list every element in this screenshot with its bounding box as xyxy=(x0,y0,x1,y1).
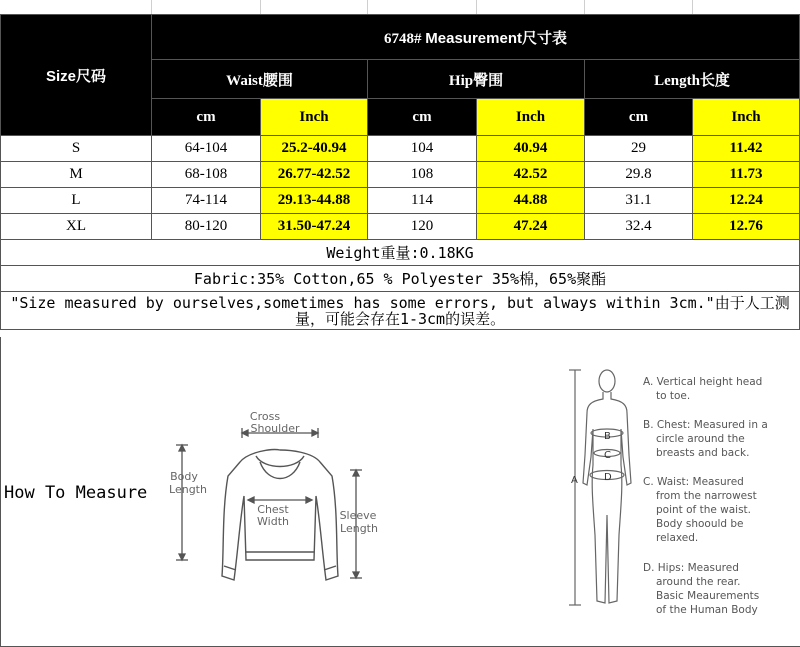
top-grid-strip xyxy=(0,0,800,15)
group-length: Length长度 xyxy=(585,60,800,99)
size-cell: L xyxy=(1,188,152,214)
waist-inch-cell: 31.50-47.24 xyxy=(261,214,368,240)
note-d-1: D. Hips: Measured xyxy=(643,562,739,574)
hip-inch-cell: 47.24 xyxy=(477,214,585,240)
cross-shoulder-label-1: Cross xyxy=(249,410,281,423)
length-inch-cell: 12.24 xyxy=(693,188,800,214)
group-waist: Waist腰围 xyxy=(152,60,368,99)
note-a-2: to toe. xyxy=(656,390,691,402)
unit-waist-inch: Inch xyxy=(261,99,368,136)
note-b-1: B. Chest: Measured in a xyxy=(643,419,768,431)
figure-notes xyxy=(640,370,798,620)
length-cm-cell: 29.8 xyxy=(585,162,693,188)
title-code: 6748# xyxy=(384,30,422,47)
hip-inch-cell: 40.94 xyxy=(477,136,585,162)
length-cm-cell: 32.4 xyxy=(585,214,693,240)
measurement-note: "Size measured by ourselves,sometimes has some errors, but always within 3cm."由于人工测量，可能会存在1-3cm的误差。 xyxy=(1,292,800,330)
note-c-2: from the narrowest xyxy=(656,490,757,502)
hip-cm-cell: 120 xyxy=(368,214,477,240)
how-to-measure-label: How To Measure xyxy=(4,483,148,503)
note-b-3: breasts and back. xyxy=(656,447,750,459)
waist-cm-cell: 80-120 xyxy=(152,214,261,240)
size-table xyxy=(0,14,800,330)
body-length-label-1: Body xyxy=(170,470,198,483)
cross-shoulder-label-2: Shoulder xyxy=(250,422,300,435)
table-row xyxy=(1,214,800,240)
body-length-label-2: Length xyxy=(169,483,207,496)
note-c-4: Body shoould be xyxy=(656,518,744,530)
length-cm-cell: 29 xyxy=(585,136,693,162)
table-title xyxy=(152,15,800,60)
sleeve-length-label-2: Length xyxy=(340,522,378,535)
note-d-4: of the Human Body xyxy=(656,604,758,616)
waist-inch-cell: 26.77-42.52 xyxy=(261,162,368,188)
hip-cm-cell: 104 xyxy=(368,136,477,162)
unit-hip-cm: cm xyxy=(368,99,477,136)
waist-cm-cell: 74-114 xyxy=(152,188,261,214)
size-cell: M xyxy=(1,162,152,188)
note-c-3: point of the waist. xyxy=(656,504,752,516)
length-inch-cell: 12.76 xyxy=(693,214,800,240)
length-cm-cell: 31.1 xyxy=(585,188,693,214)
figure-head xyxy=(599,370,615,392)
size-cell: S xyxy=(1,136,152,162)
note-c-1: C. Waist: Measured xyxy=(643,476,744,488)
garment-diagram xyxy=(160,400,390,600)
body-figure xyxy=(565,365,645,615)
waist-cm-cell: 68-108 xyxy=(152,162,261,188)
size-cell: XL xyxy=(1,214,152,240)
chest-width-label-2: Width xyxy=(257,515,289,528)
marker-b: B xyxy=(604,431,611,442)
hip-cm-cell: 108 xyxy=(368,162,477,188)
marker-a: A xyxy=(571,475,578,486)
hip-inch-cell: 42.52 xyxy=(477,162,585,188)
table-row xyxy=(1,188,800,214)
group-hip: Hip臀围 xyxy=(368,60,585,99)
chest-width-label-1: Chest xyxy=(257,503,289,516)
length-inch-cell: 11.42 xyxy=(693,136,800,162)
title-main: Measurement xyxy=(425,29,522,47)
marker-d: D xyxy=(604,472,612,483)
length-inch-cell: 11.73 xyxy=(693,162,800,188)
table-row xyxy=(1,136,800,162)
note-c-5: relaxed. xyxy=(656,532,699,544)
unit-length-cm: cm xyxy=(585,99,693,136)
fabric-row: Fabric:35% Cotton,65 % Polyester 35%棉，65%聚酯 xyxy=(1,266,800,292)
waist-inch-cell: 25.2-40.94 xyxy=(261,136,368,162)
sleeve-length-label-1: Sleeve xyxy=(339,509,377,522)
unit-length-inch: Inch xyxy=(693,99,800,136)
unit-hip-inch: Inch xyxy=(477,99,585,136)
note-b-2: circle around the xyxy=(656,433,745,445)
size-header: Size尺码 xyxy=(1,15,152,136)
figure-body xyxy=(583,392,631,603)
marker-c: C xyxy=(604,450,611,461)
waist-inch-cell: 29.13-44.88 xyxy=(261,188,368,214)
note-d-2: around the rear. xyxy=(656,576,741,588)
weight-row: Weight重量:0.18KG xyxy=(1,240,800,266)
note-d-3: Basic Meaurements xyxy=(656,590,760,602)
title-suffix: 尺寸表 xyxy=(521,30,567,47)
hip-cm-cell: 114 xyxy=(368,188,477,214)
unit-waist-cm: cm xyxy=(152,99,261,136)
note-a-1: A. Vertical height head xyxy=(643,376,763,388)
hip-inch-cell: 44.88 xyxy=(477,188,585,214)
table-row xyxy=(1,162,800,188)
waist-cm-cell: 64-104 xyxy=(152,136,261,162)
